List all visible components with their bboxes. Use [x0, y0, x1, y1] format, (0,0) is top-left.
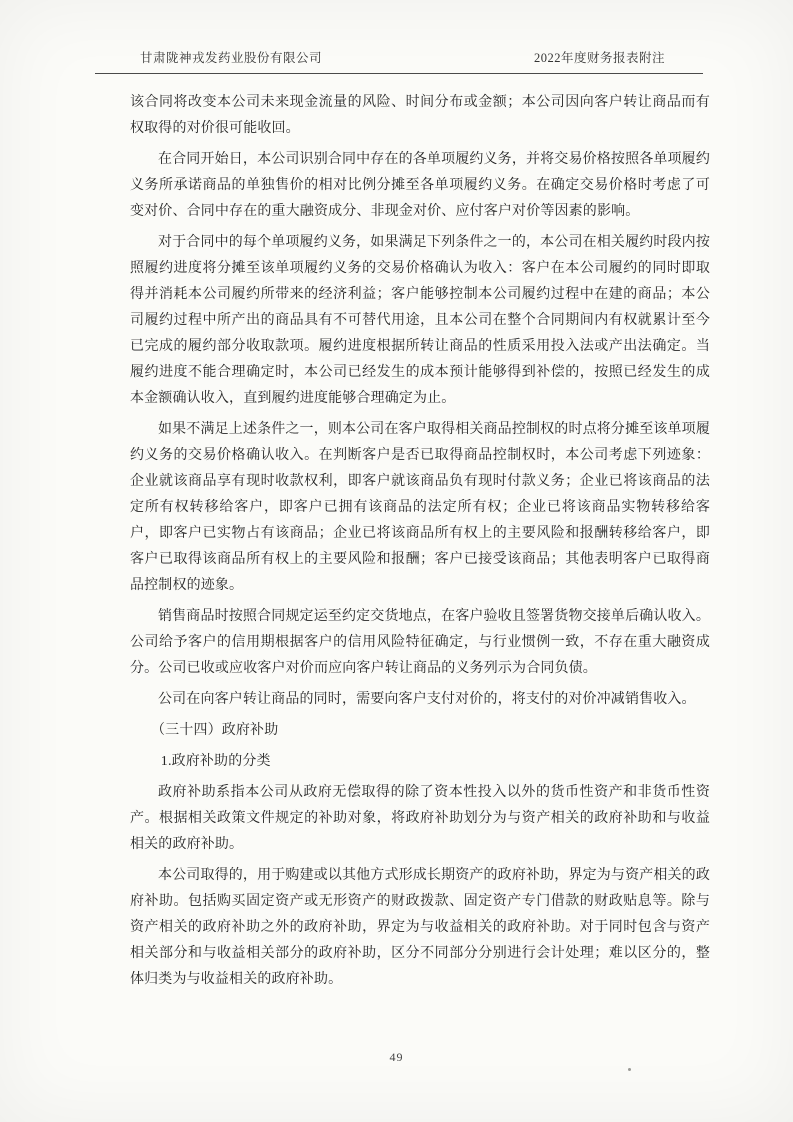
paragraph-consideration-offset: 公司在向客户转让商品的同时，需要向客户支付对价的，将支付的对价冲减销售收入。 [158, 692, 696, 707]
paragraph-grant-asset-related: 本公司取得的，用于购建或以其他方式形成长期资产的政府补助，界定为与资产相关的政府补助。包括购买固定资产或无形资产的财政拨款、固定资产专门借款的财政贴息等。除与资产相关的政府补助之外的政府补助，界定为与收益相关的政府补助。对于同时包含与资产相关部分和与收益相关部分的政府补助，区分不同部分分别进行会计处理；难以区分的，整体归类为与收益相关的政府补助。 [130, 868, 710, 987]
paragraph-contract-start: 在合同开始日，本公司识别合同中存在的各单项履约义务，并将交易价格按照各单项履约义务所承诺商品的单独售价的相对比例分摊至各单项履约义务。在确定交易价格时考虑了可变对价、合同中存在的重大融资成分、非现金对价、应付客户对价等因素的影响。 [130, 152, 710, 219]
company-name: 甘肃陇神戎发药业股份有限公司 [140, 51, 323, 65]
scan-artifact [628, 1068, 631, 1071]
paragraph-grant-definition: 政府补助系指本公司从政府无偿取得的除了资本性投入以外的货币性资产和非货币性资产。根据相关政策文件规定的补助对象，将政府补助划分为与资产相关的政府补助和与收益相关的政府补助。 [130, 785, 710, 852]
subsection-heading-grant-classification: 1.政府补助的分类 [160, 754, 271, 769]
section-heading-government-grants: （三十四）政府补助 [151, 723, 279, 738]
paragraph-control-transfer: 如果不满足上述条件之一，则本公司在客户取得相关商品控制权的时点将分摊至该单项履约义务的交易价格确认收入。在判断客户是否已取得商品控制权时，本公司考虑下列迹象：企业就该商品享有现时收款权利，即客户就该商品负有现时付款义务；企业已将该商品的法定所有权转移给客户，即客户已拥有该商品的法定所有权；企业已将该商品实物转移给客户，即客户已实物占有该商品；企业已将该商品所有权上的主要风险和报酬转移给客户，即客户已取得该商品所有权上的主要风险和报酬；客户已接受该商品；其他表明客户已取得商品控制权的迹象。 [130, 422, 710, 593]
paragraph-performance-obligation: 对于合同中的每个单项履约义务，如果满足下列条件之一的，本公司在相关履约时段内按照履约进度将分摊至该单项履约义务的交易价格确认为收入：客户在本公司履约的同时即取得并消耗本公司履约所带来的经济利益；客户能够控制本公司履约过程中在建的商品；本公司履约过程中所产出的商品具有不可替代用途，且本公司在整个合同期间内有权就累计至今已完成的履约部分收取款项。履约进度根据所转让商品的性质采用投入法或产出法确定。当履约进度不能合理确定时，本公司已经发生的成本预计能够得到补偿的，按照已经发生的成本金额确认收入，直到履约进度能够合理确定为止。 [130, 235, 710, 406]
report-title: 2022年度财务报表附注 [533, 51, 665, 65]
document-body [130, 90, 710, 998]
page-header [95, 48, 703, 74]
paragraph-goods-delivery: 销售商品时按照合同规定运至约定交货地点，在客户验收且签署货物交接单后确认收入。公司给予客户的信用期根据客户的信用风险特征确定，与行业惯例一致，不存在重大融资成分。公司已收或应收客户对价而应向客户转让商品的义务列示为合同负债。 [130, 609, 710, 676]
page-footer [0, 1050, 793, 1065]
paragraph-contract-change: 该合同将改变本公司未来现金流量的风险、时间分布或金额；本公司因向客户转让商品而有权取得的对价很可能收回。 [130, 95, 710, 136]
page-number: 49 [389, 1050, 404, 1064]
